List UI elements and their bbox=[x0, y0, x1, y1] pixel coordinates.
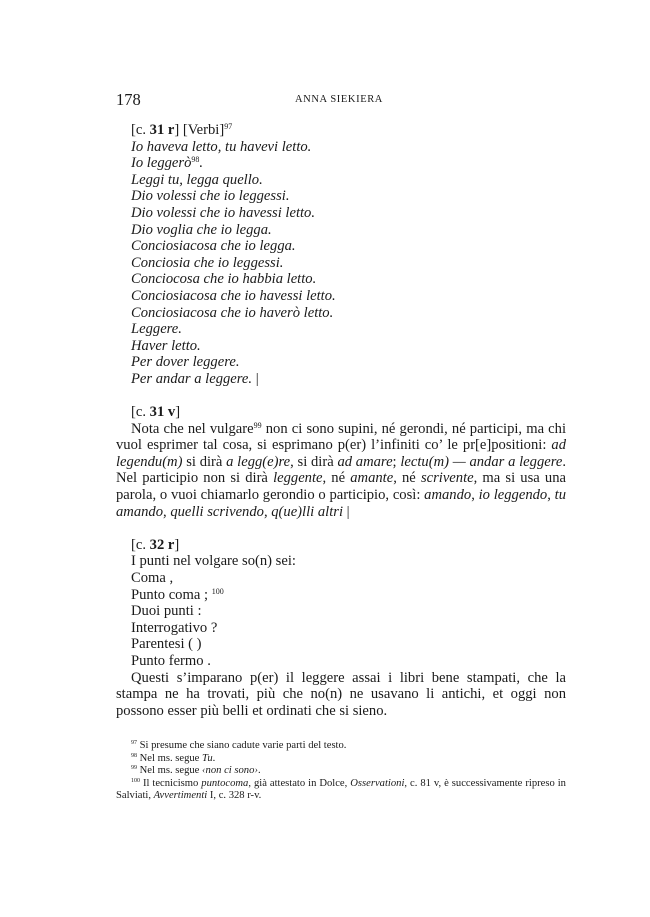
para-text: , ma si usa una parola, o vuoi chiamarlo gerondio o participio, così: bbox=[116, 470, 566, 504]
para-text: . Nel participio non si dirà bbox=[116, 453, 566, 487]
printing-paragraph: Questi s’imparano p(er) il leggere assai i libri bene stampati, che la stampa ne ha trovati, più che no(n) ne usavano li antichi, et oggi non possono esser più belli et ordinati che si sieno. bbox=[116, 669, 566, 719]
para-italic: tu amando bbox=[116, 487, 567, 520]
section-heading-c31v bbox=[116, 404, 566, 421]
para-italic: ad legendu(m) bbox=[116, 437, 566, 470]
running-head: ANNA SIEKIERA bbox=[294, 94, 383, 105]
verb-line bbox=[116, 222, 566, 239]
verb-line bbox=[116, 139, 566, 156]
ref-open: [c. bbox=[131, 536, 150, 553]
footnote-text: Nel ms. segue bbox=[137, 752, 203, 764]
verb-line bbox=[116, 155, 566, 172]
para-italic: q(ue)lli altri bbox=[271, 503, 343, 520]
footnote-text: , c. 81 v, è successivamente ripreso in Salviati, bbox=[116, 777, 566, 802]
verb-text: Conciocosa che io habbia letto. bbox=[131, 271, 317, 288]
footnote-text: . bbox=[257, 765, 261, 777]
para-text: non ci sono supini, né gerondi, né participi, ma chi vuol esprimer tal cosa, si esprimano p(er) l’infiniti co’ le pr[e]positioni: bbox=[116, 420, 567, 454]
ref-close: ] bbox=[174, 536, 180, 553]
punctuation-text: Punto coma ; bbox=[131, 586, 209, 603]
folio-end-mark: | bbox=[343, 503, 350, 520]
footnote-italic: Avvertimenti bbox=[153, 790, 208, 802]
footnote-ref: 98 bbox=[191, 155, 200, 165]
verb-line bbox=[116, 255, 566, 272]
verb-line bbox=[116, 338, 566, 355]
para-text: si dirà bbox=[182, 453, 227, 470]
para-text: , bbox=[547, 487, 555, 504]
footnote-97 bbox=[116, 740, 566, 753]
verb-text-tail: . bbox=[199, 155, 204, 172]
page-header bbox=[116, 90, 562, 112]
verb-text: Dio volessi che io havessi letto. bbox=[131, 204, 316, 221]
para-text: , bbox=[163, 503, 171, 520]
para-text: , né bbox=[322, 470, 351, 487]
punctuation-line: Coma , bbox=[131, 570, 174, 587]
para-text: , bbox=[263, 503, 272, 520]
footnote-italic: puntocoma bbox=[201, 777, 249, 789]
para-text: ; bbox=[392, 453, 401, 470]
verb-line bbox=[116, 305, 566, 322]
verb-text: Conciosiacosa che io legga. bbox=[131, 238, 296, 255]
footnote-text: Si presume che siano cadute varie parti del testo. bbox=[137, 740, 347, 751]
footnote-ref: 99 bbox=[253, 420, 262, 430]
folio-end-mark: | bbox=[252, 370, 259, 387]
para-text: Nota che nel vulgare bbox=[131, 420, 254, 437]
folio-number: 31 r bbox=[149, 122, 175, 138]
para-italic: io leggendo bbox=[478, 487, 548, 504]
para-italic: lectu(m) — andar a leggere bbox=[400, 453, 563, 470]
verb-text: Per dover leggere. bbox=[131, 354, 240, 371]
para-italic: amante bbox=[350, 470, 394, 487]
verb-line bbox=[116, 238, 566, 255]
verb-line bbox=[116, 172, 566, 189]
section-heading-c31r bbox=[116, 122, 566, 139]
verb-text: Conciosiacosa che io havessi letto. bbox=[131, 287, 336, 304]
para-italic: leggente bbox=[273, 470, 323, 487]
verb-text: Haver letto. bbox=[131, 337, 201, 354]
verb-line bbox=[116, 288, 566, 305]
punctuation-line bbox=[116, 587, 566, 604]
verb-text: Per andar a leggere. bbox=[131, 370, 253, 387]
para-italic: a legg(e)re bbox=[226, 453, 291, 470]
footnote-italic: ‹non ci sono› bbox=[202, 765, 258, 777]
verb-text: Leggere. bbox=[131, 321, 182, 338]
footnote-number: 99 bbox=[131, 765, 137, 772]
footnote-number: 100 bbox=[131, 777, 140, 784]
footnote-number: 98 bbox=[131, 752, 137, 759]
footnote-text: Il tecnicismo bbox=[140, 777, 202, 789]
para-italic: ad amare bbox=[337, 453, 393, 470]
verb-text: Conciosia che io leggessi. bbox=[131, 254, 284, 271]
verb-text: Leggi tu, legga quello. bbox=[131, 171, 263, 188]
para-text: , bbox=[471, 487, 479, 504]
verb-line bbox=[116, 271, 566, 288]
main-text bbox=[116, 122, 566, 719]
footnote-text: Nel ms. segue bbox=[137, 765, 203, 777]
verb-line bbox=[116, 205, 566, 222]
footnote-number: 97 bbox=[131, 740, 137, 746]
verb-text: Io haveva letto, tu havevi letto. bbox=[131, 138, 312, 155]
footnote-text: I, c. 328 r-v. bbox=[207, 790, 262, 802]
ref-open: [c. bbox=[131, 122, 150, 138]
footnote-98 bbox=[116, 753, 566, 766]
verb-text: Conciosiacosa che io haverò letto. bbox=[131, 304, 334, 321]
footnote-italic: Osservationi bbox=[350, 777, 405, 789]
page-number: 178 bbox=[116, 90, 141, 109]
verb-text: Dio volessi che io leggessi. bbox=[131, 188, 290, 205]
section-heading-c32r bbox=[116, 537, 566, 554]
folio-number: 32 r bbox=[149, 536, 175, 553]
ref-rest: ] [Verbi] bbox=[174, 122, 225, 138]
punctuation-line: Punto fermo . bbox=[131, 653, 211, 669]
footnote-ref: 97 bbox=[224, 122, 233, 131]
participle-paragraph bbox=[116, 421, 566, 521]
verb-text: Io leggerò bbox=[131, 155, 192, 172]
footnote-text: . bbox=[212, 752, 216, 764]
verb-line bbox=[116, 354, 566, 371]
verb-line bbox=[116, 321, 566, 338]
verb-line bbox=[116, 371, 566, 388]
footnote-italic: Tu bbox=[202, 752, 213, 764]
para-italic: quelli scrivendo bbox=[170, 503, 264, 520]
folio-number: 31 v bbox=[149, 404, 176, 421]
punctuation-line: I punti nel volgare so(n) sei: bbox=[131, 553, 296, 570]
ref-close: ] bbox=[175, 404, 181, 421]
verb-text: Dio voglia che io legga. bbox=[131, 221, 272, 238]
para-italic: amando bbox=[424, 487, 472, 504]
footnotes bbox=[116, 740, 566, 803]
footnote-100 bbox=[116, 778, 566, 803]
para-text: , né bbox=[393, 470, 421, 487]
verb-line bbox=[116, 188, 566, 205]
para-text: , si dirà bbox=[290, 453, 338, 470]
footnote-99 bbox=[116, 765, 566, 778]
footnote-text: , già attestato in Dolce, bbox=[248, 777, 351, 789]
para-italic: scrivente bbox=[420, 470, 474, 487]
ref-open: [c. bbox=[131, 404, 150, 421]
punctuation-line: Interrogativo ? bbox=[131, 619, 218, 636]
punctuation-line: Parentesi ( ) bbox=[131, 636, 202, 653]
footnote-ref: 100 bbox=[211, 586, 224, 596]
punctuation-line: Duoi punti : bbox=[131, 603, 202, 620]
